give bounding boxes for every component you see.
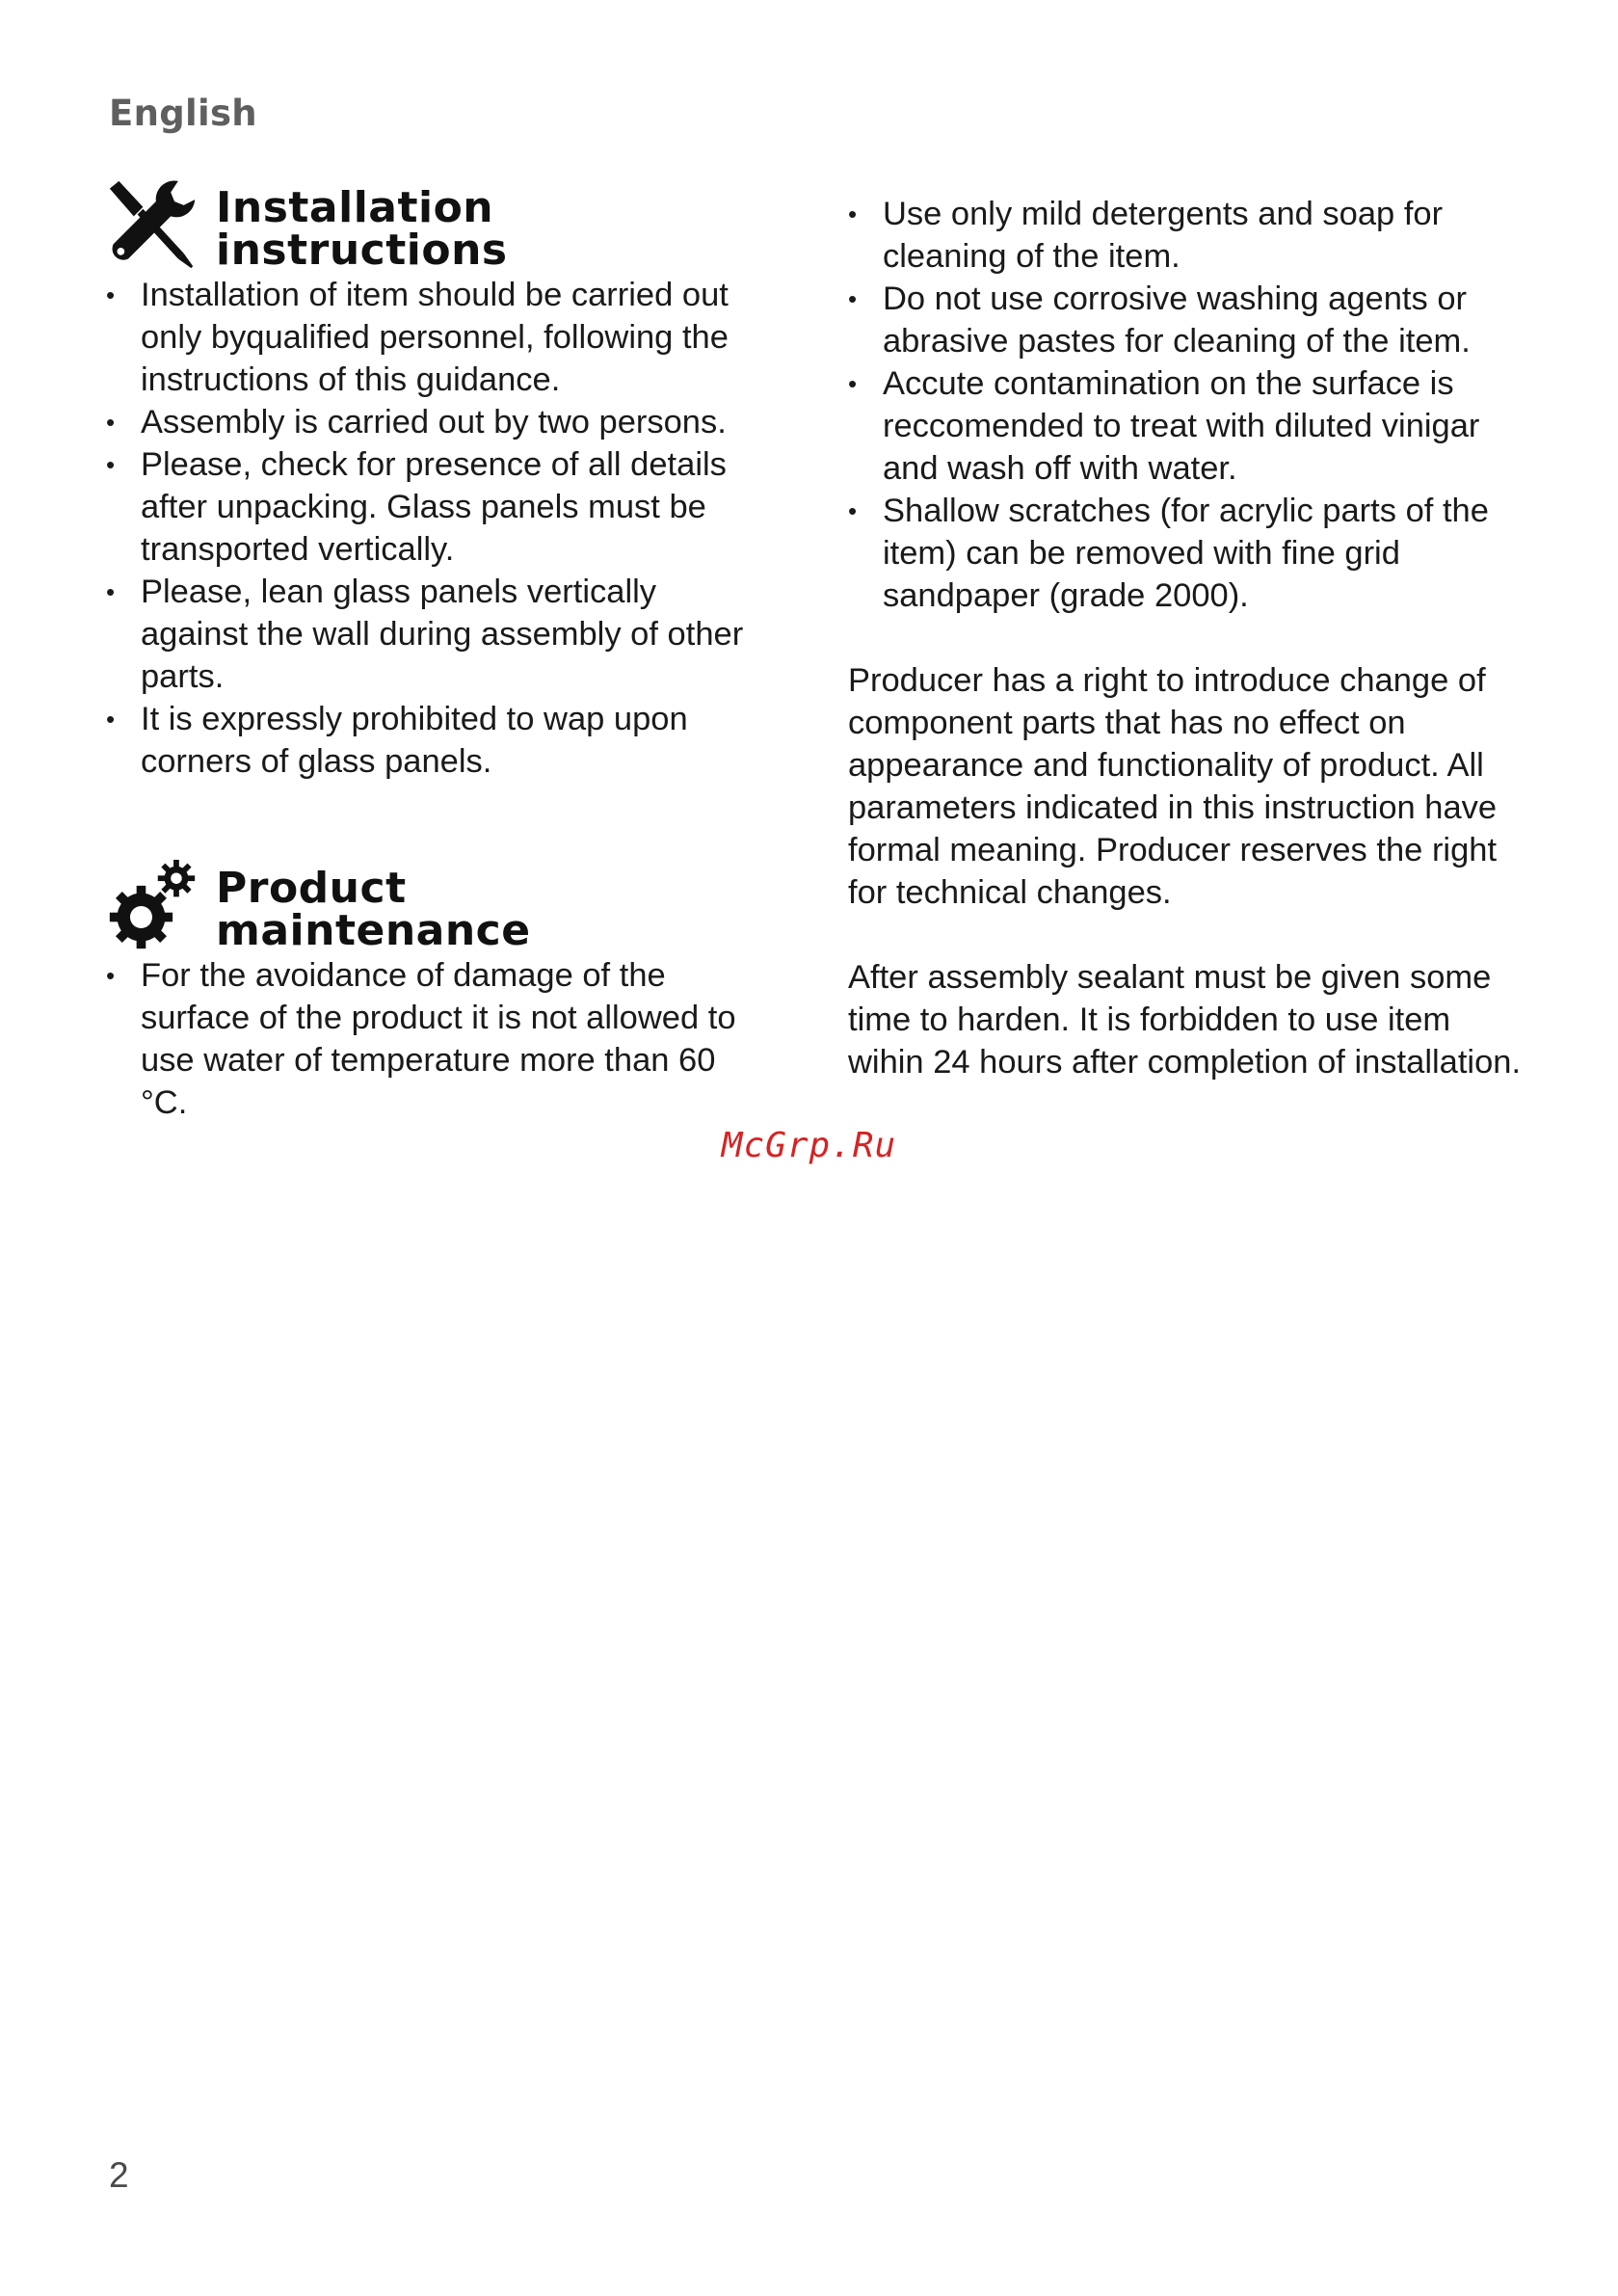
gears-icon (106, 860, 199, 952)
installation-list (106, 274, 771, 783)
list-item: • It is expressly prohibited to wap upon corners of glass panels. (106, 698, 771, 783)
maintenance-title (216, 864, 531, 955)
list-item: • Use only mild detergents and soap for cleaning of the item. (848, 193, 1523, 278)
installation-title-line1: Installation (216, 183, 494, 232)
page-number: 2 (109, 2155, 129, 2195)
list-item: • For the avoidance of damage of the surface of the product it is not allowed to use water of temperature more than 60 °C. (106, 954, 771, 1124)
tools-icon (106, 179, 199, 272)
producer-note: Producer has a right to introduce change of component parts that has no effect on appearance and functionality of product. All parameters indicated in this instruction have formal meaning. Producer reserves the right for technical changes. (848, 662, 1498, 911)
watermark: McGrp.Ru (721, 1126, 897, 1165)
installation-title-line2: instructions (216, 226, 508, 275)
list-item: • Shallow scratches (for acrylic parts of the item) can be removed with fine grid sandpaper (grade 2000). (848, 490, 1523, 617)
list-item: • Accute contamination on the surface is reccomended to treat with diluted vinigar and wash off with water. (848, 362, 1523, 490)
maintenance-list-right (848, 193, 1523, 617)
maintenance-title-line2: maintenance (216, 906, 531, 955)
list-item: • Do not use corrosive washing agents or abrasive pastes for cleaning of the item. (848, 278, 1523, 362)
language-label: English (109, 93, 257, 134)
sealant-note: After assembly sealant must be given some time to harden. It is forbidden to use item wihin 24 hours after completion of installation. (848, 959, 1522, 1081)
list-item: • Installation of item should be carried out only byqualified personnel, following the instructions of this guidance. (106, 274, 771, 401)
left-column (106, 179, 771, 1124)
installation-title (216, 183, 508, 275)
maintenance-title-line1: Product (216, 864, 407, 913)
right-column (848, 193, 1523, 1083)
list-item: • Please, check for presence of all details after unpacking. Glass panels must be transported vertically. (106, 443, 771, 571)
maintenance-list-left (106, 954, 771, 1124)
maintenance-header (106, 860, 771, 955)
list-item: • Please, lean glass panels vertically against the wall during assembly of other parts. (106, 571, 771, 698)
list-item: • Assembly is carried out by two persons. (106, 401, 771, 443)
maintenance-block (106, 860, 771, 1124)
installation-header (106, 179, 771, 275)
